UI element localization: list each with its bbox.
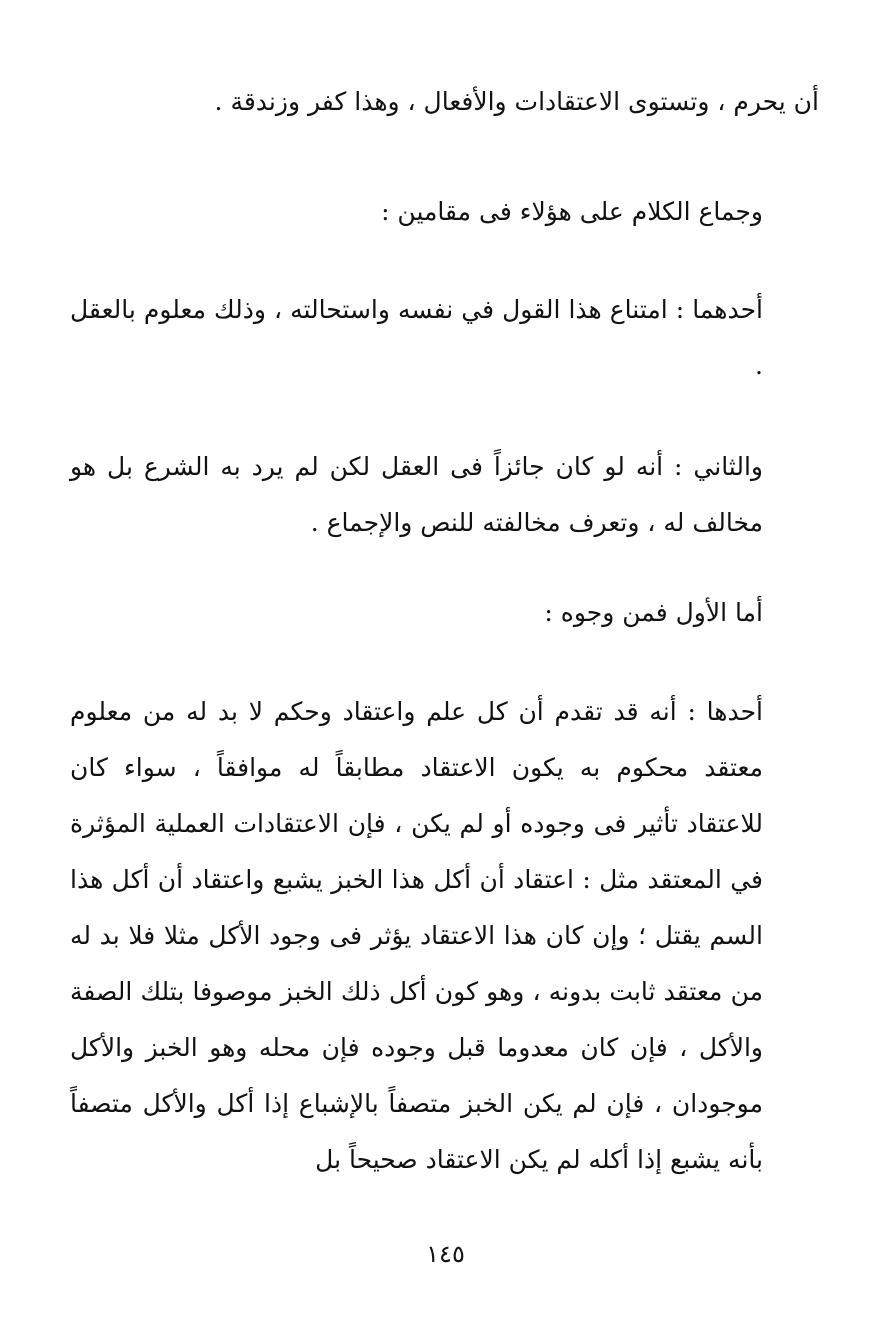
paragraph-second-position: والثاني : أنه لو كان جائزاً فى العقل لكن لم يرد به الشرع بل هو مخالف له ، وتعرف مخالفته للنص والإجماع . — [70, 452, 763, 537]
paragraph-first-aspects: أما الأول فمن وجوه : — [544, 598, 763, 627]
paragraph-continuation: أن يحرم ، وتستوى الاعتقادات والأفعال ، وهذا كفر وزندقة . — [214, 87, 819, 116]
page-number: ١٤٥ — [426, 1240, 465, 1268]
paragraph-two-positions: وجماع الكلام على هؤلاء فى مقامين : — [381, 197, 763, 226]
paragraph-first-aspect-detail: أحدها : أنه قد تقدم أن كل علم واعتقاد وحكم لا بد له من معلوم معتقد محكوم به يكون الاعتقاد مطابقاً له موافقاً ، سواء كان للاعتقاد تأثير فى وجوده أو لم يكن ، فإن الاعتقادات العملية المؤثرة في المعتقد مثل : اعتقاد أن أكل هذا الخبز يشبع واعتقاد أن أكل هذا السم يقتل ؛ وإن كان هذا الاعتقاد يؤثر فى وجود الأكل مثلا فلا بد له من معتقد ثابت بدونه ، وهو كون أكل ذلك الخبز موصوفا بتلك الصفة والأكل ، فإن كان معدوما قبل وجوده فإن محله وهو الخبز والأكل موجودان ، فإن لم يكن الخبز متصفاً بالإشباع إذا أكل والأكل متصفاً بأنه يشبع إذا أكله لم يكن الاعتقاد صحيحاً بل — [70, 697, 763, 1174]
paragraph-first-position: أحدهما : امتناع هذا القول في نفسه واستحالته ، وذلك معلوم بالعقل . — [70, 295, 763, 380]
